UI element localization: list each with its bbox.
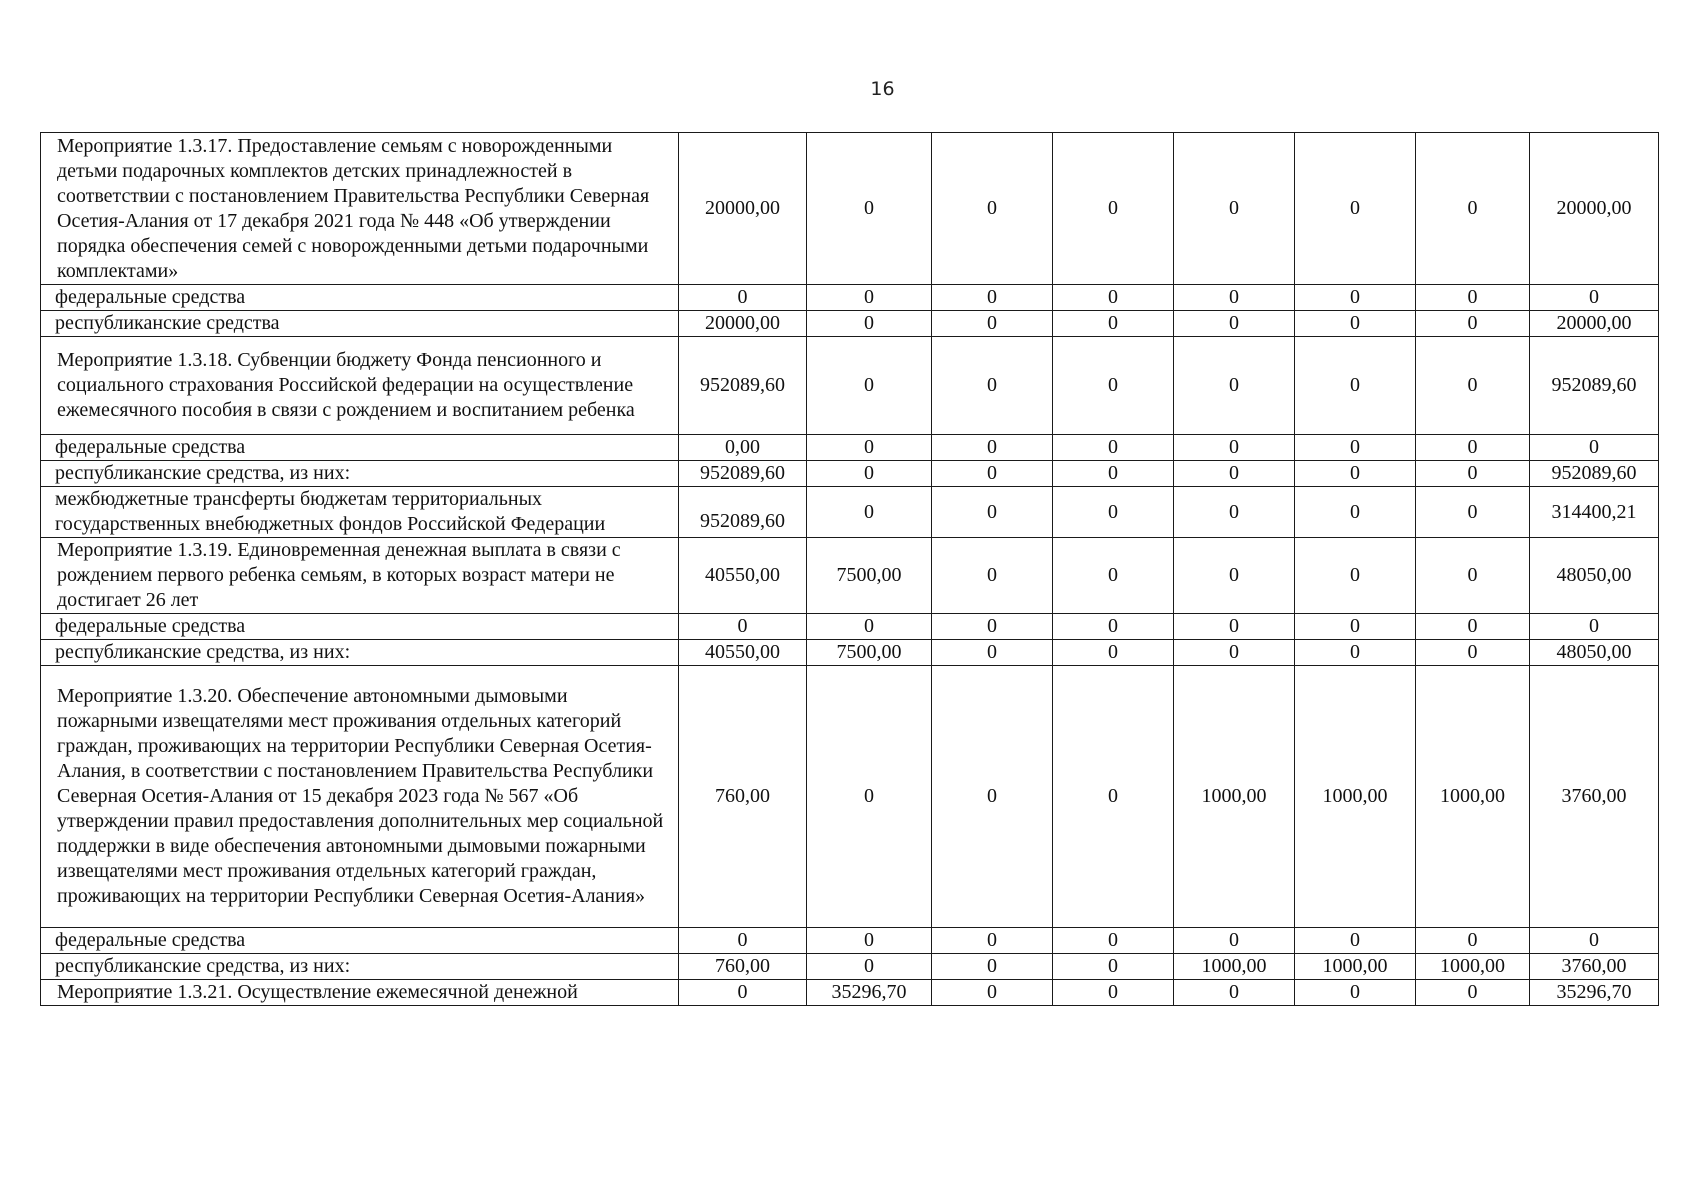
value-cell: 0 <box>1530 614 1659 640</box>
row-label: федеральные средства <box>41 285 679 311</box>
value-cell: 35296,70 <box>807 980 932 1006</box>
row-label: межбюджетные трансферты бюджетам территориальных государственных внебюджетных фондов Российской Федерации <box>41 487 679 538</box>
value-cell: 0 <box>807 461 932 487</box>
value-cell: 0 <box>1053 487 1174 538</box>
value-cell: 0 <box>1053 285 1174 311</box>
value-cell: 0 <box>1174 461 1295 487</box>
value-cell: 0 <box>1416 538 1530 614</box>
row-label: федеральные средства <box>41 614 679 640</box>
funding-row <box>41 954 1659 980</box>
row-label: Мероприятие 1.3.18. Субвенции бюджету Фонда пенсионного и социального страхования Российской федерации на осуществление ежемесячного пособия в связи с рождением и воспитанием ребенка <box>41 337 679 435</box>
value-cell: 0 <box>1174 538 1295 614</box>
row-label: республиканские средства, из них: <box>41 461 679 487</box>
value-cell: 952089,60 <box>679 461 807 487</box>
value-cell: 0 <box>1174 980 1295 1006</box>
value-cell: 0 <box>932 487 1053 538</box>
measure-row <box>41 980 1659 1006</box>
value-cell: 0 <box>932 980 1053 1006</box>
value-cell: 0 <box>807 285 932 311</box>
funding-row <box>41 461 1659 487</box>
funding-row <box>41 285 1659 311</box>
value-cell: 0 <box>1295 285 1416 311</box>
value-cell: 0 <box>1416 614 1530 640</box>
value-cell: 40550,00 <box>679 538 807 614</box>
funding-row <box>41 487 1659 538</box>
value-cell: 0 <box>1174 337 1295 435</box>
row-label: федеральные средства <box>41 928 679 954</box>
value-cell: 0 <box>679 980 807 1006</box>
value-cell: 1000,00 <box>1295 954 1416 980</box>
value-cell: 952089,60 <box>679 337 807 435</box>
measure-row <box>41 538 1659 614</box>
table-body <box>41 133 1659 1006</box>
measure-row <box>41 666 1659 928</box>
value-cell: 0 <box>1416 928 1530 954</box>
value-cell: 0 <box>1295 614 1416 640</box>
value-cell: 0 <box>1530 928 1659 954</box>
value-cell: 0 <box>807 928 932 954</box>
value-cell: 0 <box>1174 614 1295 640</box>
value-cell: 3760,00 <box>1530 666 1659 928</box>
value-cell: 0 <box>1174 311 1295 337</box>
budget-table <box>40 132 1659 1006</box>
value-cell: 0 <box>1416 285 1530 311</box>
value-cell: 0 <box>1530 435 1659 461</box>
value-cell: 7500,00 <box>807 640 932 666</box>
value-cell: 0 <box>932 666 1053 928</box>
row-label: Мероприятие 1.3.20. Обеспечение автономными дымовыми пожарными извещателями мест проживания отдельных категорий граждан, проживающих на территории Республики Северная Осетия-Алания, в соответствии с постановлением Правительства Республики Северная Осетия-Алания от 15 декабря 2023 года № 567 «Об утверждении правил предоставления дополнительных мер социальной поддержки в виде обеспечения автономными дымовыми пожарными извещателями мест проживания отдельных категорий граждан, проживающих на территории Республики Северная Осетия-Алания» <box>41 666 679 928</box>
value-cell: 314400,21 <box>1530 487 1659 538</box>
value-cell: 40550,00 <box>679 640 807 666</box>
value-cell: 0 <box>932 311 1053 337</box>
value-cell: 0 <box>679 928 807 954</box>
value-cell: 0 <box>807 435 932 461</box>
value-cell: 20000,00 <box>1530 311 1659 337</box>
funding-row <box>41 640 1659 666</box>
row-label: Мероприятие 1.3.17. Предоставление семьям с новорожденными детьми подарочных комплектов детских принадлежностей в соответствии с постановлением Правительства Республики Северная Осетия-Алания от 17 декабря 2021 года № 448 «Об утверждении порядка обеспечения семей с новорожденными детьми подарочными комплектами» <box>41 133 679 285</box>
row-label: республиканские средства, из них: <box>41 954 679 980</box>
value-cell: 3760,00 <box>1530 954 1659 980</box>
value-cell: 0 <box>932 285 1053 311</box>
value-cell: 0 <box>932 640 1053 666</box>
value-cell: 0 <box>679 285 807 311</box>
value-text: 952089,60 <box>700 509 785 532</box>
value-cell: 0 <box>1174 928 1295 954</box>
value-cell: 0 <box>932 461 1053 487</box>
value-cell: 0 <box>807 954 932 980</box>
page-number: 16 <box>870 78 895 100</box>
value-cell: 1000,00 <box>1174 666 1295 928</box>
value-cell: 0 <box>1053 954 1174 980</box>
value-cell: 0 <box>1053 538 1174 614</box>
value-cell: 760,00 <box>679 666 807 928</box>
funding-row <box>41 928 1659 954</box>
value-cell: 0 <box>1416 337 1530 435</box>
row-label: республиканские средства, из них: <box>41 640 679 666</box>
value-cell: 0 <box>679 614 807 640</box>
value-cell: 0 <box>1053 640 1174 666</box>
funding-row <box>41 435 1659 461</box>
value-cell: 0 <box>1174 285 1295 311</box>
value-cell: 0 <box>807 614 932 640</box>
value-cell: 0 <box>1174 133 1295 285</box>
value-cell: 0 <box>1053 928 1174 954</box>
value-cell: 0 <box>932 538 1053 614</box>
value-cell: 0 <box>807 337 932 435</box>
value-cell: 35296,70 <box>1530 980 1659 1006</box>
value-cell: 760,00 <box>679 954 807 980</box>
value-cell: 0 <box>1295 487 1416 538</box>
value-cell: 0 <box>1416 640 1530 666</box>
value-cell: 0 <box>1053 311 1174 337</box>
value-cell: 0 <box>932 954 1053 980</box>
row-label: республиканские средства <box>41 311 679 337</box>
value-cell: 952089,60 <box>1530 461 1659 487</box>
row-label: федеральные средства <box>41 435 679 461</box>
funding-row <box>41 614 1659 640</box>
value-cell: 0 <box>1053 980 1174 1006</box>
value-cell: 0 <box>1295 640 1416 666</box>
value-cell: 0 <box>932 133 1053 285</box>
funding-row <box>41 311 1659 337</box>
row-label: Мероприятие 1.3.21. Осуществление ежемесячной денежной <box>41 980 679 1006</box>
value-cell: 0 <box>1295 461 1416 487</box>
value-cell: 0 <box>1174 640 1295 666</box>
value-cell: 20000,00 <box>679 311 807 337</box>
value-cell: 0 <box>1053 133 1174 285</box>
value-cell: 0 <box>1053 337 1174 435</box>
value-cell: 952089,60 <box>1530 337 1659 435</box>
value-cell: 0 <box>932 614 1053 640</box>
value-cell: 0 <box>1295 133 1416 285</box>
value-cell: 48050,00 <box>1530 538 1659 614</box>
value-cell: 48050,00 <box>1530 640 1659 666</box>
measure-row <box>41 133 1659 285</box>
value-cell: 0 <box>1416 461 1530 487</box>
value-cell: 0 <box>932 928 1053 954</box>
value-cell: 0,00 <box>679 435 807 461</box>
value-cell: 7500,00 <box>807 538 932 614</box>
value-cell: 0 <box>1416 487 1530 538</box>
value-cell: 1000,00 <box>1174 954 1295 980</box>
value-cell: 0 <box>1295 538 1416 614</box>
value-cell: 20000,00 <box>679 133 807 285</box>
value-cell: 20000,00 <box>1530 133 1659 285</box>
value-cell: 0 <box>1295 980 1416 1006</box>
value-cell: 0 <box>1053 461 1174 487</box>
value-cell: 0 <box>1416 980 1530 1006</box>
value-cell: 0 <box>1416 133 1530 285</box>
value-cell: 0 <box>1053 614 1174 640</box>
value-cell: 0 <box>807 311 932 337</box>
value-cell: 0 <box>1295 311 1416 337</box>
value-cell: 1000,00 <box>1295 666 1416 928</box>
value-cell: 1000,00 <box>1416 954 1530 980</box>
value-cell: 0 <box>807 133 932 285</box>
value-cell: 0 <box>1295 435 1416 461</box>
value-cell: 0 <box>1416 435 1530 461</box>
value-cell: 0 <box>1295 928 1416 954</box>
value-cell <box>679 487 807 538</box>
value-cell: 0 <box>1053 435 1174 461</box>
value-cell: 1000,00 <box>1416 666 1530 928</box>
value-cell: 0 <box>932 337 1053 435</box>
value-cell: 0 <box>1174 435 1295 461</box>
value-cell: 0 <box>1416 311 1530 337</box>
value-cell: 0 <box>807 487 932 538</box>
value-cell: 0 <box>1295 337 1416 435</box>
value-cell: 0 <box>1530 285 1659 311</box>
value-cell: 0 <box>1053 666 1174 928</box>
measure-row <box>41 337 1659 435</box>
value-cell: 0 <box>1174 487 1295 538</box>
row-label: Мероприятие 1.3.19. Единовременная денежная выплата в связи с рождением первого ребенка семьям, в которых возраст матери не достигает 26 лет <box>41 538 679 614</box>
value-cell: 0 <box>932 435 1053 461</box>
value-cell: 0 <box>807 666 932 928</box>
